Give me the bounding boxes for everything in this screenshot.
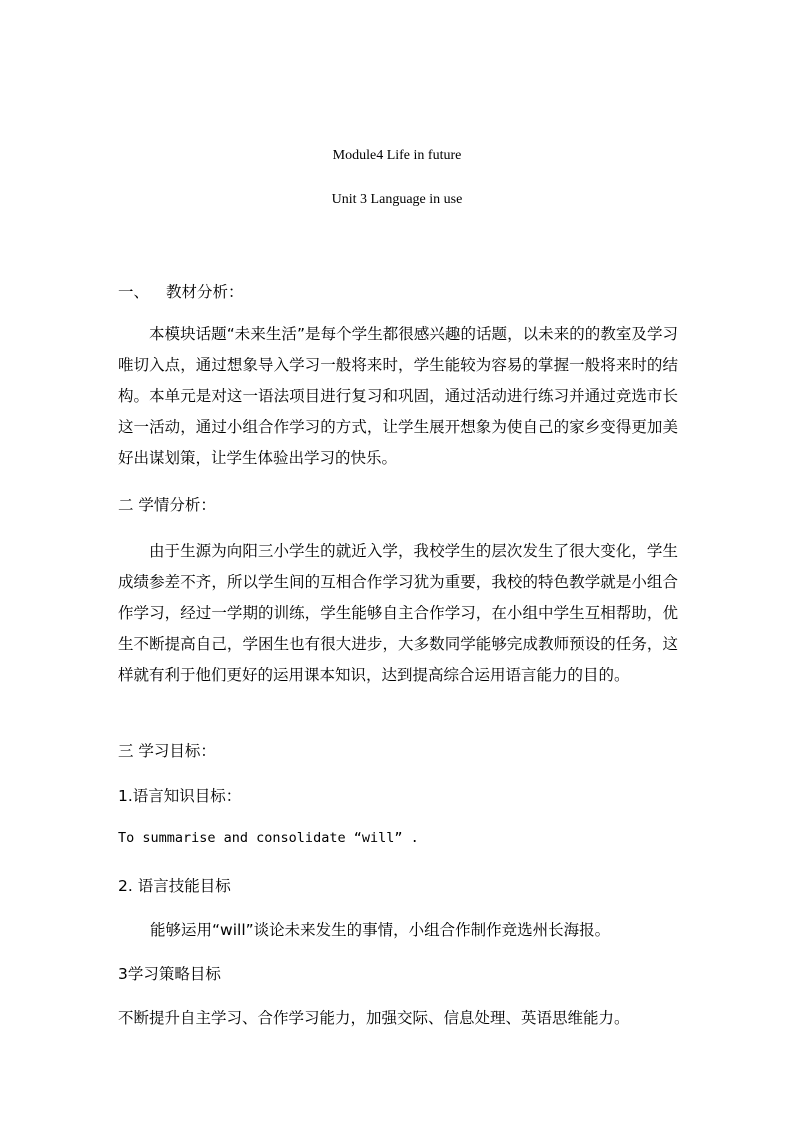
section3-heading: 三 学习目标： xyxy=(118,742,216,760)
section1-body: 本模块话题“未来生活”是每个学生都很感兴趣的话题，以未来的的教室及学习唯切入点，通过想象导入学习一般将来时，学生能较为容易的掌握一般将来时的结构。本单元是对这一语法项目进行复习和巩固，通过活动进行练习并通过竞选市长这一活动，通过小组合作学习的方式，让学生展开想象为使自己的家乡变得更加美好出谋划策，让学生体验出学习的快乐。 xyxy=(118,325,678,467)
goal3-body: 不断提升自主学习、合作学习能力，加强交际、信息处理、英语思维能力。 xyxy=(118,1009,630,1027)
section2-body: 由于生源为向阳三小学生的就近入学，我校学生的层次发生了很大变化，学生成绩参差不齐，所以学生间的互相合作学习犹为重要，我校的特色教学就是小组合作学习，经过一学期的训练，学生能够自主合作学习，在小组中学生互相帮助，优生不断提高自己，学困生也有很大进步，大多数同学能够完成教师预设的任务，这样就有利于他们更好的运用课本知识，达到提高综合运用语言能力的目的。 xyxy=(118,542,678,684)
section1-heading: 教材分析： xyxy=(166,283,244,301)
document-title: Module4 Life in future xyxy=(332,148,462,163)
document-subtitle: Unit 3 Language in use xyxy=(331,192,463,207)
section2-heading: 二 学情分析： xyxy=(118,496,216,514)
section1-number: 一、 xyxy=(118,283,150,301)
goal2-body: 能够运用“will”谈论未来发生的事情，小组合作制作竞选州长海报。 xyxy=(150,921,611,939)
goal2-heading: 2. 语言技能目标 xyxy=(118,877,231,895)
goal3-heading: 3学习策略目标 xyxy=(118,965,221,983)
goal1-body: To summarise and consolidate “will” . xyxy=(118,830,419,846)
goal1-heading: 1.语言知识目标： xyxy=(118,787,242,805)
